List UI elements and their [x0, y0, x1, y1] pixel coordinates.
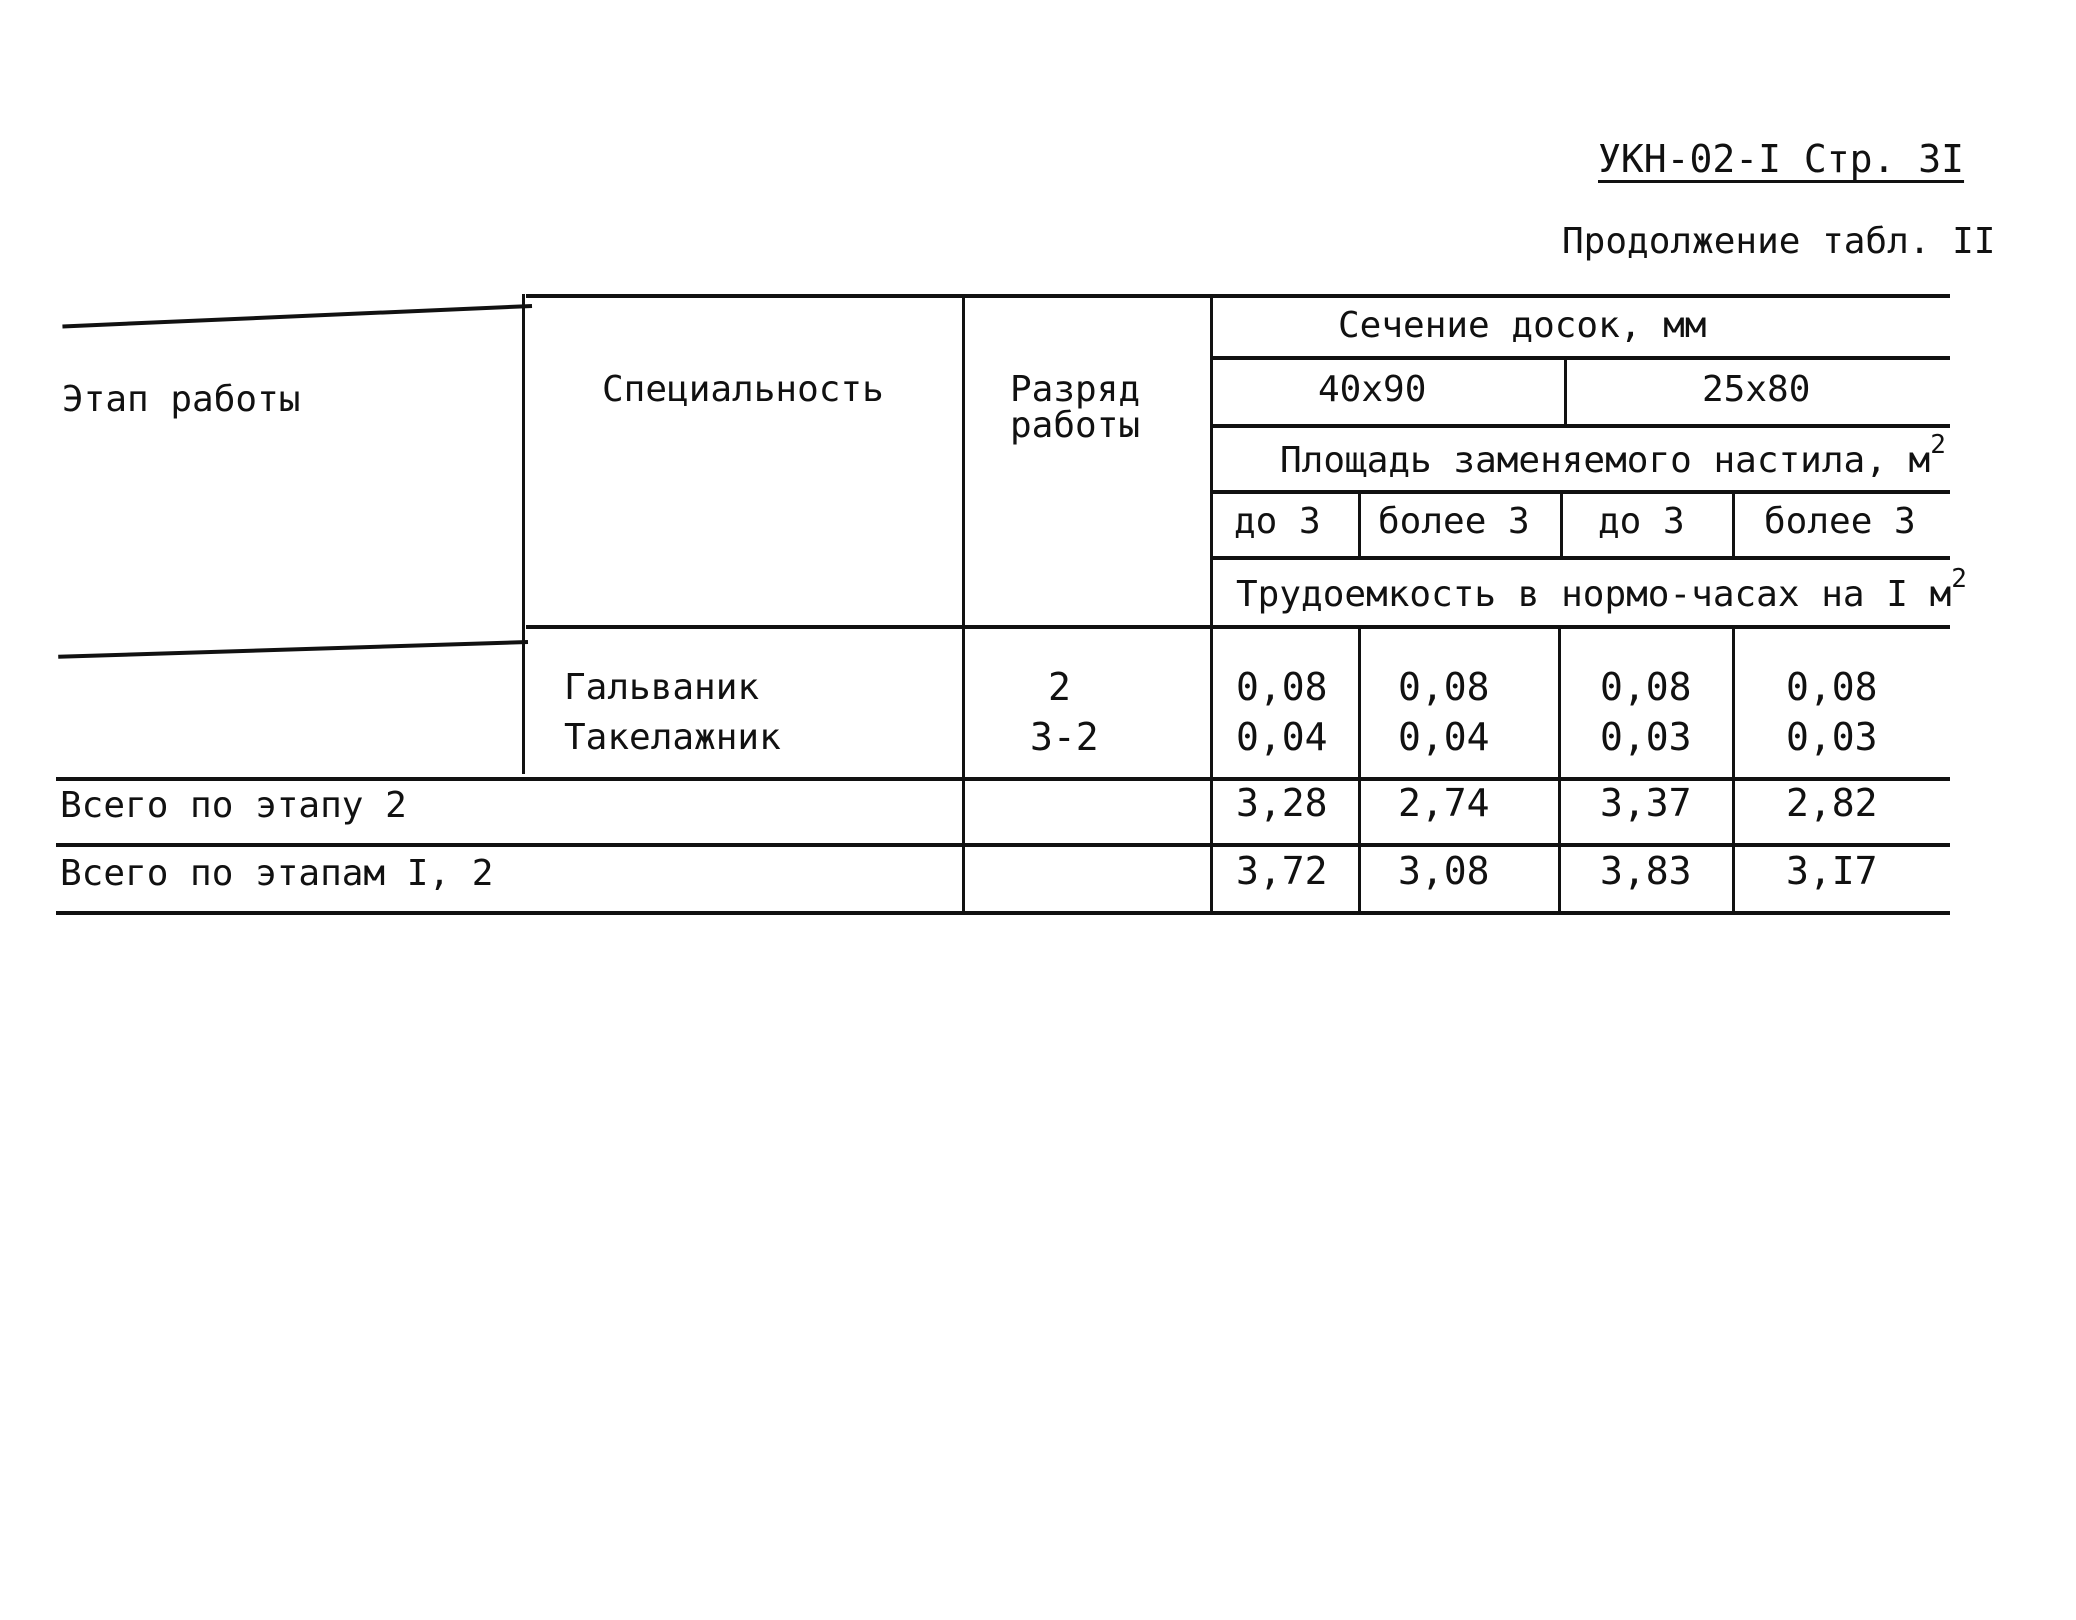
col-divider-1 — [522, 294, 525, 774]
col-divider-body-2 — [1558, 625, 1561, 911]
row-2-val-1: 0,04 — [1236, 715, 1328, 759]
row-2-val-2: 0,04 — [1398, 715, 1490, 759]
bottom-border — [56, 911, 1950, 915]
rule-subcols — [1212, 556, 1950, 560]
col-divider-2 — [962, 294, 965, 911]
rule-area — [1212, 490, 1950, 494]
top-border-left — [62, 304, 532, 328]
col-divider-sub-1 — [1358, 490, 1361, 556]
header-grade: Разряд работы — [1010, 369, 1141, 446]
header-bottom — [526, 625, 1950, 629]
header-sub-4: более 3 — [1764, 501, 1916, 542]
header-area-power: 2 — [1930, 430, 1946, 460]
header-area — [1280, 430, 1946, 481]
row-1-specialty: Гальваник — [564, 667, 760, 708]
col-divider-size — [1564, 356, 1567, 424]
total-2-val-2: 3,08 — [1398, 849, 1490, 893]
total-2-label: Всего по этапам I, 2 — [60, 853, 494, 894]
col-divider-sub-2 — [1560, 490, 1563, 556]
header-stage: Этап работы — [62, 379, 301, 420]
header-section: Сечение досок, мм — [1338, 305, 1707, 346]
header-sub-3: до 3 — [1598, 501, 1685, 542]
table-continuation-note: Продолжение табл. II — [1562, 221, 1996, 262]
header-labor-power: 2 — [1951, 564, 1967, 594]
header-labor-text: Трудоемкость в нормо-часах на I м — [1236, 574, 1952, 615]
row-2-grade: 3-2 — [1030, 715, 1099, 759]
header-area-text: Площадь заменяемого настила, м — [1280, 440, 1931, 481]
total-1-val-1: 3,28 — [1236, 781, 1328, 825]
header-sub-1: до 3 — [1234, 501, 1321, 542]
col-divider-body-1 — [1358, 625, 1361, 911]
total-1-val-2: 2,74 — [1398, 781, 1490, 825]
row-2-val-4: 0,03 — [1786, 715, 1878, 759]
top-border — [526, 294, 1950, 298]
row-1-grade: 2 — [1048, 665, 1071, 709]
total-2-val-3: 3,83 — [1600, 849, 1692, 893]
row-2-val-3: 0,03 — [1600, 715, 1692, 759]
rule-section — [1212, 356, 1950, 360]
total-2-val-1: 3,72 — [1236, 849, 1328, 893]
total-1-val-3: 3,37 — [1600, 781, 1692, 825]
header-size-a: 40х90 — [1318, 369, 1427, 410]
header-labor — [1236, 564, 1967, 615]
col-divider-body-3 — [1732, 625, 1735, 911]
row-1-val-2: 0,08 — [1398, 665, 1490, 709]
row-1-val-4: 0,08 — [1786, 665, 1878, 709]
row-1-val-1: 0,08 — [1236, 665, 1328, 709]
header-sub-2: более 3 — [1378, 501, 1530, 542]
header-size-b: 25х80 — [1702, 369, 1811, 410]
row-1-val-3: 0,08 — [1600, 665, 1692, 709]
rule-total-2 — [56, 843, 1950, 847]
header-specialty: Специальность — [602, 369, 884, 410]
row-2-specialty: Такелажник — [564, 717, 781, 758]
header-bottom-left — [58, 640, 528, 659]
document-code: УКН-02-I Стр. 3I — [1598, 137, 1965, 181]
total-1-label: Всего по этапу 2 — [60, 785, 407, 826]
col-divider-3 — [1210, 294, 1213, 911]
rule-sizes — [1212, 424, 1950, 428]
col-divider-sub-3 — [1732, 490, 1735, 556]
total-1-val-4: 2,82 — [1786, 781, 1878, 825]
total-2-val-4: 3,I7 — [1786, 849, 1878, 893]
